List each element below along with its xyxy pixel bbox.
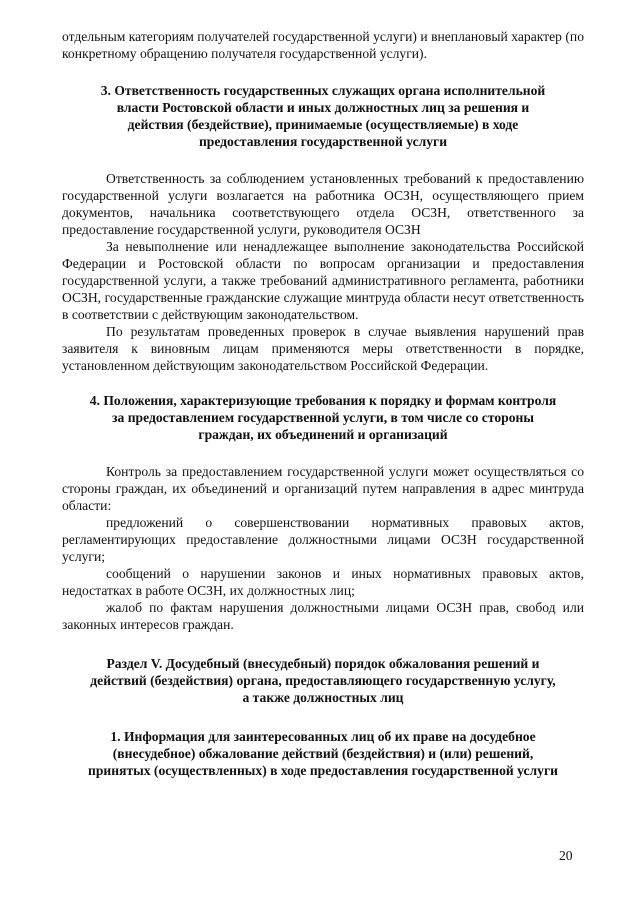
heading-line: (внесудебное) обжалование действий (бездействия) и (или) решений, bbox=[112, 746, 534, 761]
heading-line: действий (бездействия) органа, предоставляющего государственную услугу, bbox=[90, 673, 556, 688]
heading-line: 1. Информация для заинтересованных лиц об их праве на досудебное bbox=[110, 729, 536, 744]
document-page bbox=[62, 28, 584, 779]
subsection-1-heading bbox=[62, 728, 584, 779]
continuation-paragraph: отдельным категориям получателей государственной услуги) и внеплановый характер (по конкретному обращению получателя государственной услуги). bbox=[62, 29, 584, 61]
section-5-heading bbox=[62, 655, 584, 706]
heading-line: 4. Положения, характеризующие требования к порядку и формам контроля bbox=[89, 393, 557, 408]
heading-line: а также должностных лиц bbox=[242, 690, 404, 705]
section-4-paragraph-2: предложений о совершенствовании нормативных правовых актов, регламентирующих предоставление должностными лицами ОСЗН государственной услуги; bbox=[62, 515, 584, 564]
heading-line: власти Ростовской области и иных должностных лиц за решения и bbox=[116, 100, 530, 115]
section-3-heading bbox=[62, 82, 584, 150]
heading-line: Раздел V. Досудебный (внесудебный) порядок обжалования решений и bbox=[106, 656, 540, 671]
section-4-paragraph-3: сообщений о нарушении законов и иных нормативных правовых актов, недостатках в работе ОСЗН, их должностных лиц; bbox=[62, 566, 584, 598]
heading-line: граждан, их объединений и организаций bbox=[198, 427, 448, 442]
section-4-paragraph-1: Контроль за предоставлением государственной услуги может осуществляться со стороны граждан, их объединений и организаций путем направления в адрес минтруда области: bbox=[62, 464, 584, 513]
section-3-paragraph-3: По результатам проведенных проверок в случае выявления нарушений прав заявителя к виновным лицам применяются меры ответственности в порядке, установленном действующим законодательством Российской Федерации. bbox=[62, 324, 584, 373]
section-3-paragraph-2: За невыполнение или ненадлежащее выполнение законодательства Российской Федерации и Ростовской области по вопросам организации и предоставления государственной услуги, а также требований административного регламента, работники ОСЗН, государственные гражданские служащие минтруда области несут ответственность в соответствии с действующим законодательством. bbox=[62, 239, 584, 322]
heading-line: за предоставлением государственной услуги, в том числе со стороны bbox=[112, 410, 534, 425]
page-number: 20 bbox=[559, 848, 573, 863]
heading-line: 3. Ответственность государственных служащих органа исполнительной bbox=[100, 83, 546, 98]
section-4-paragraph-4: жалоб по фактам нарушения должностными лицами ОСЗН прав, свобод или законных интересов граждан. bbox=[62, 600, 584, 632]
heading-line: предоставления государственной услуги bbox=[198, 134, 448, 149]
section-4-heading bbox=[62, 392, 584, 443]
heading-line: принятых (осуществленных) в ходе предоставления государственной услуги bbox=[88, 763, 558, 778]
heading-line: действия (бездействие), принимаемые (осуществляемые) в ходе bbox=[127, 117, 519, 132]
section-3-paragraph-1: Ответственность за соблюдением установленных требований к предоставлению государственной услуги возлагается на работника ОСЗН, осуществляющего прием документов, начальника соответствующего отдела ОСЗН, ответственного за предоставление государственной услуги, руководителя ОСЗН bbox=[62, 171, 584, 237]
